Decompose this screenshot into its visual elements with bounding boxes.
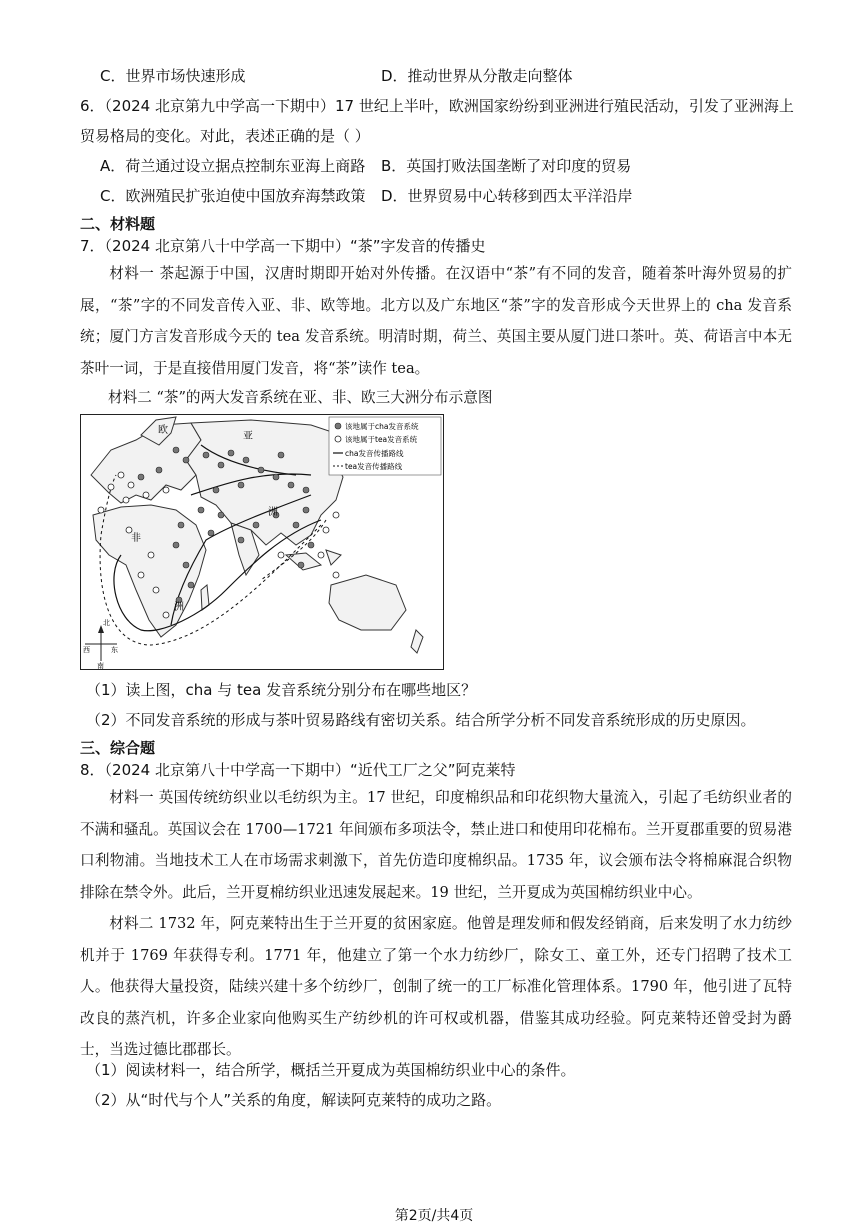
section3-heading: 三、综合题	[80, 739, 156, 757]
q7-title: 7．（2024 北京第八十中学高一下期中）“茶”字发音的传播史	[80, 237, 486, 255]
legend-cha-route: cha发音传播路线	[345, 449, 404, 458]
q8-sub2: （2）从“时代与个人”关系的角度，解读阿克莱特的成功之路。	[86, 1091, 502, 1109]
label-asia-2: 洲	[268, 507, 278, 518]
q6-option-c: C．欧洲殖民扩张迫使中国放弃海禁政策	[100, 187, 366, 205]
q6-option-a: A．荷兰通过设立据点控制东亚海上商路	[100, 157, 366, 175]
label-africa-2: 洲	[174, 602, 184, 613]
q6-option-b: B．英国打败法国垄断了对印度的贸易	[381, 157, 632, 175]
map-svg	[81, 415, 443, 669]
q8-sub1: （1）阅读材料一，结合所学，概括兰开夏成为英国棉纺织业中心的条件。	[86, 1061, 576, 1079]
q8-title: 8．（2024 北京第八十中学高一下期中）“近代工厂之父”阿克莱特	[80, 761, 516, 779]
label-africa-1: 非	[131, 533, 141, 544]
q6-stem-line1: 6．（2024 北京第九中学高一下期中）17 世纪上半叶，欧洲国家纷纷到亚洲进行殖民活动，引发了亚洲海上	[80, 97, 794, 115]
compass-icon	[83, 618, 118, 669]
q6-option-d: D．世界贸易中心转移到西太平洋沿岸	[381, 187, 633, 205]
section2-heading: 二、材料题	[80, 215, 156, 233]
q8-material1-text: 材料一 英国传统纺织业以毛纺织为主。17 世纪，印度棉织品和印花织物大量流入，引起了毛纺织业者的不满和骚乱。英国议会在 1700—1721 年间颁布多项法令，禁止进口和使用印花棉布。兰开夏郡重要的贸易港口利物浦。当地技术工人在市场需求刺激下，首先仿造印度棉织品。1735 年，议会颁布法令将棉麻混合织物排除在禁令外。此后，兰开夏棉纺织业迅速发展起来。19 世纪，兰开夏成为英国棉纺织业中心。	[80, 789, 792, 901]
legend-cha-dot: 该地属于cha发音系统	[345, 422, 419, 431]
legend-tea-route: tea发音传播路线	[345, 462, 403, 471]
compass-east: 东	[111, 646, 118, 654]
tea-pronunciation-map	[80, 414, 444, 670]
q7-material1-text: 材料一 茶起源于中国，汉唐时期即开始对外传播。在汉语中“茶”有不同的发音，随着茶叶海外贸易的扩展，“茶”字的不同发音传入亚、非、欧等地。北方以及广东地区“茶”字的发音形成今天世界上的 cha 发音系统；厦门方言发音形成今天的 tea 发音系统。明清时期，荷兰、英国主要从厦门进口茶叶。英、荷语言中本无茶叶一词，于是直接借用厦门发音，将“茶”读作 tea。	[80, 265, 792, 377]
page-footer: 第2页/共4页	[394, 1208, 474, 1224]
q7-material2-title: 材料二 “茶”的两大发音系统在亚、非、欧三大洲分布示意图	[108, 389, 493, 406]
q5-option-d: D．推动世界从分散走向整体	[381, 67, 573, 85]
q8-material2-text: 材料二 1732 年，阿克莱特出生于兰开夏的贫困家庭。他曾是理发师和假发经销商，后来发明了水力纺纱机并于 1769 年获得专利。1771 年，他建立了第一个水力纺纱厂，除女工、童工外，还专门招聘了技术工人。他获得大量投资，陆续兴建十多个纺纱厂，创制了统一的工厂标准化管理体系。1790 年，他引进了瓦特改良的蒸汽机，许多企业家向他购买生产纺纱机的许可权或机器，借鉴其成功经验。阿克莱特还曾受封为爵士，当选过德比郡郡长。	[80, 915, 792, 1058]
q5-option-c: C．世界市场快速形成	[100, 67, 246, 85]
q6-stem-line2: 贸易格局的变化。对此，表述正确的是（ ）	[80, 127, 370, 145]
q7-material1	[80, 258, 792, 384]
sea-islands	[286, 550, 341, 570]
q7-sub1: （1）读上图，cha 与 tea 发音系统分别分布在哪些地区？	[86, 681, 477, 699]
label-europe: 欧	[158, 425, 168, 436]
compass-north: 北	[103, 619, 110, 627]
compass-west: 西	[83, 646, 90, 654]
new-zealand	[411, 630, 423, 653]
q8-materials	[80, 782, 792, 1066]
map-legend	[329, 417, 441, 475]
q7-sub2: （2）不同发音系统的形成与茶叶贸易路线有密切关系。结合所学分析不同发音系统形成的历史原因。	[86, 711, 756, 729]
compass-south: 南	[97, 662, 104, 669]
label-asia-1: 亚	[243, 431, 253, 442]
australia-landmass	[329, 575, 406, 630]
legend-tea-dot: 该地属于tea发音系统	[345, 435, 418, 444]
